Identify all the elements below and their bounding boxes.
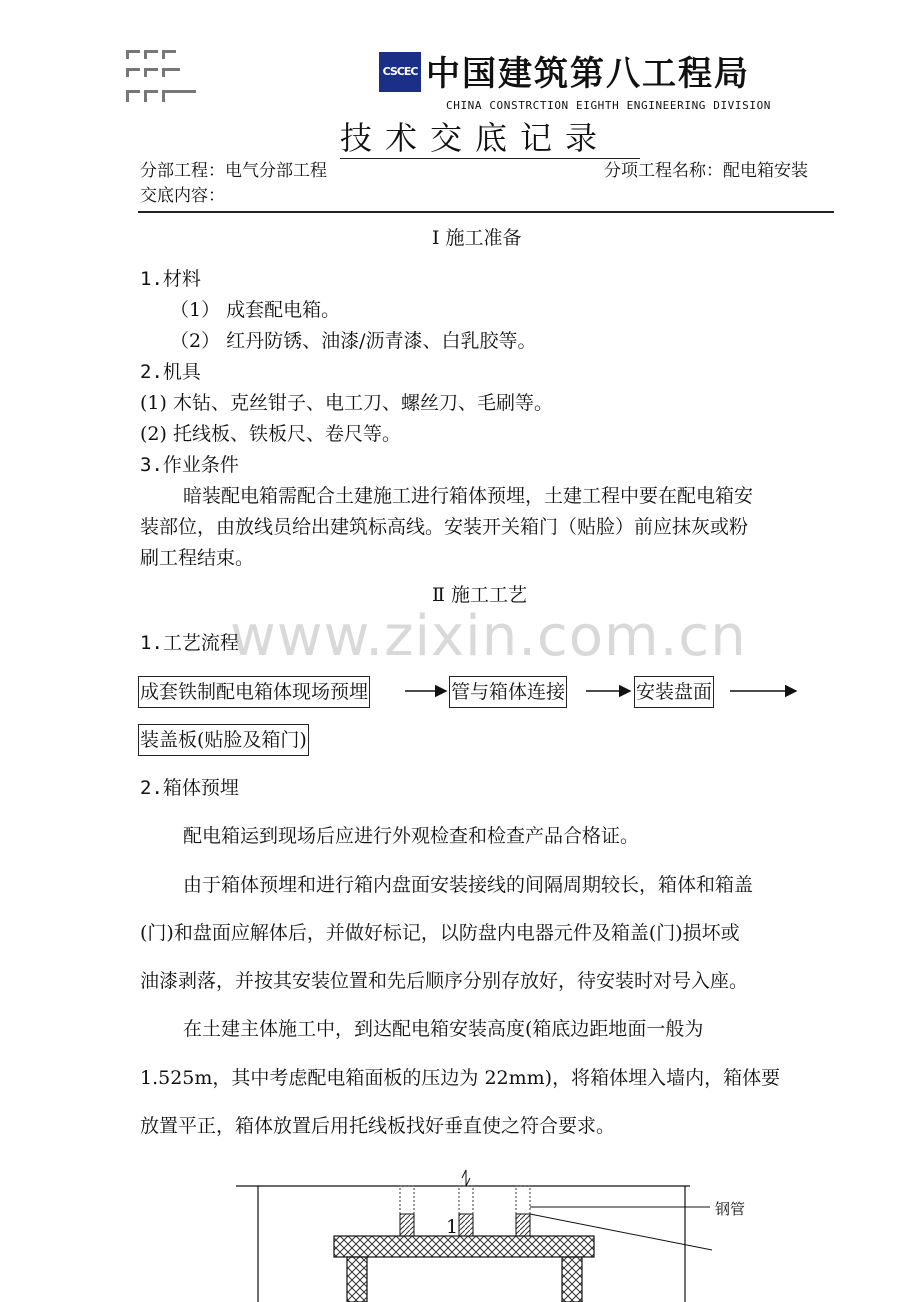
- flow-arrows: [0, 680, 920, 704]
- document-title: 技术交底记录: [340, 118, 640, 159]
- steel-pipe: [516, 1186, 530, 1214]
- steel-pipe: [400, 1186, 414, 1214]
- materials-item: （2） 红丹防锈、油漆/沥青漆、白乳胶等。: [170, 330, 537, 352]
- flow-step-2: 管与箱体连接: [449, 676, 567, 708]
- sub-project-label: 分部工程：电气分部工程: [140, 161, 327, 181]
- item-name-label: 分项工程名称：配电箱安装: [604, 161, 808, 181]
- embed-paragraph-3-line: 1.525m，其中考虑配电箱面板的压边为 22mm)，将箱体埋入墙内，箱体要: [140, 1067, 781, 1089]
- embed-paragraph-2-line: 油漆剥落，并按其安装位置和先后顺序分别存放好，待安装时对号入座。: [140, 970, 749, 992]
- cscec-logo-icon: CSCEC: [379, 52, 421, 92]
- flow-step-1: 成套铁制配电箱体现场预埋: [138, 676, 370, 708]
- installation-diagram: [0, 1160, 920, 1302]
- embed-heading: 2.箱体预埋: [140, 777, 239, 799]
- diagram-number-label: 1: [446, 1216, 459, 1238]
- pipe-collar: [459, 1214, 473, 1236]
- materials-item: （1） 成套配电箱。: [170, 299, 341, 321]
- tools-heading: 2.机具: [140, 361, 201, 383]
- steel-pipe: [459, 1186, 473, 1214]
- break-mark: [462, 1170, 470, 1186]
- section1-heading: Ⅰ 施工准备: [432, 227, 522, 249]
- embed-paragraph-2-line: 由于箱体预埋和进行箱内盘面安装接线的间隔周期较长，箱体和箱盖: [183, 874, 754, 896]
- header-divider: [138, 211, 834, 213]
- box-top-slab: [334, 1236, 594, 1257]
- flow-step-4: 装盖板(贴脸及箱门): [138, 724, 309, 756]
- flow-heading: 1.工艺流程: [140, 632, 239, 654]
- watermark: www.zixin.com.cn: [230, 604, 747, 669]
- pipe-collar: [400, 1214, 414, 1236]
- materials-heading: 1.材料: [140, 268, 201, 290]
- conditions-line: 装部位，由放线员给出建筑标高线。安装开关箱门（贴脸）前应抹灰或粉: [140, 516, 749, 538]
- conditions-line: 刷工程结束。: [140, 547, 255, 569]
- box-side-wall: [347, 1257, 367, 1302]
- embed-paragraph-1: 配电箱运到现场后应进行外观检查和检查产品合格证。: [183, 825, 640, 847]
- embed-paragraph-3-line: 放置平正，箱体放置后用托线板找好垂直使之符合要求。: [140, 1115, 616, 1137]
- embed-paragraph-3-line: 在土建主体施工中，到达配电箱安装高度(箱底边距地面一般为: [183, 1018, 704, 1040]
- company-english-name: CHINA CONSTRCTION EIGHTH ENGINEERING DIVISION: [446, 99, 772, 112]
- content-label: 交底内容：: [140, 186, 225, 206]
- steel-pipe-label: 钢管: [715, 1200, 746, 1218]
- flow-step-3: 安装盘面: [634, 676, 714, 708]
- tools-item: (1) 木钻、克丝钳子、电工刀、螺丝刀、毛刷等。: [140, 392, 553, 414]
- tools-item: (2) 托线板、铁板尺、卷尺等。: [140, 423, 401, 445]
- box-side-wall: [562, 1257, 582, 1302]
- company-name: 中国建筑第八工程局: [426, 54, 750, 94]
- conditions-heading: 3.作业条件: [140, 454, 239, 476]
- division-logo-icon: [122, 46, 202, 108]
- embed-paragraph-2-line: (门)和盘面应解体后，并做好标记，以防盘内电器元件及箱盖(门)损坏或: [140, 922, 740, 944]
- pipe-collar: [516, 1214, 530, 1236]
- section2-heading: Ⅱ 施工工艺: [432, 584, 527, 606]
- conditions-line: 暗装配电箱需配合土建施工进行箱体预埋，土建工程中要在配电箱安: [183, 485, 754, 507]
